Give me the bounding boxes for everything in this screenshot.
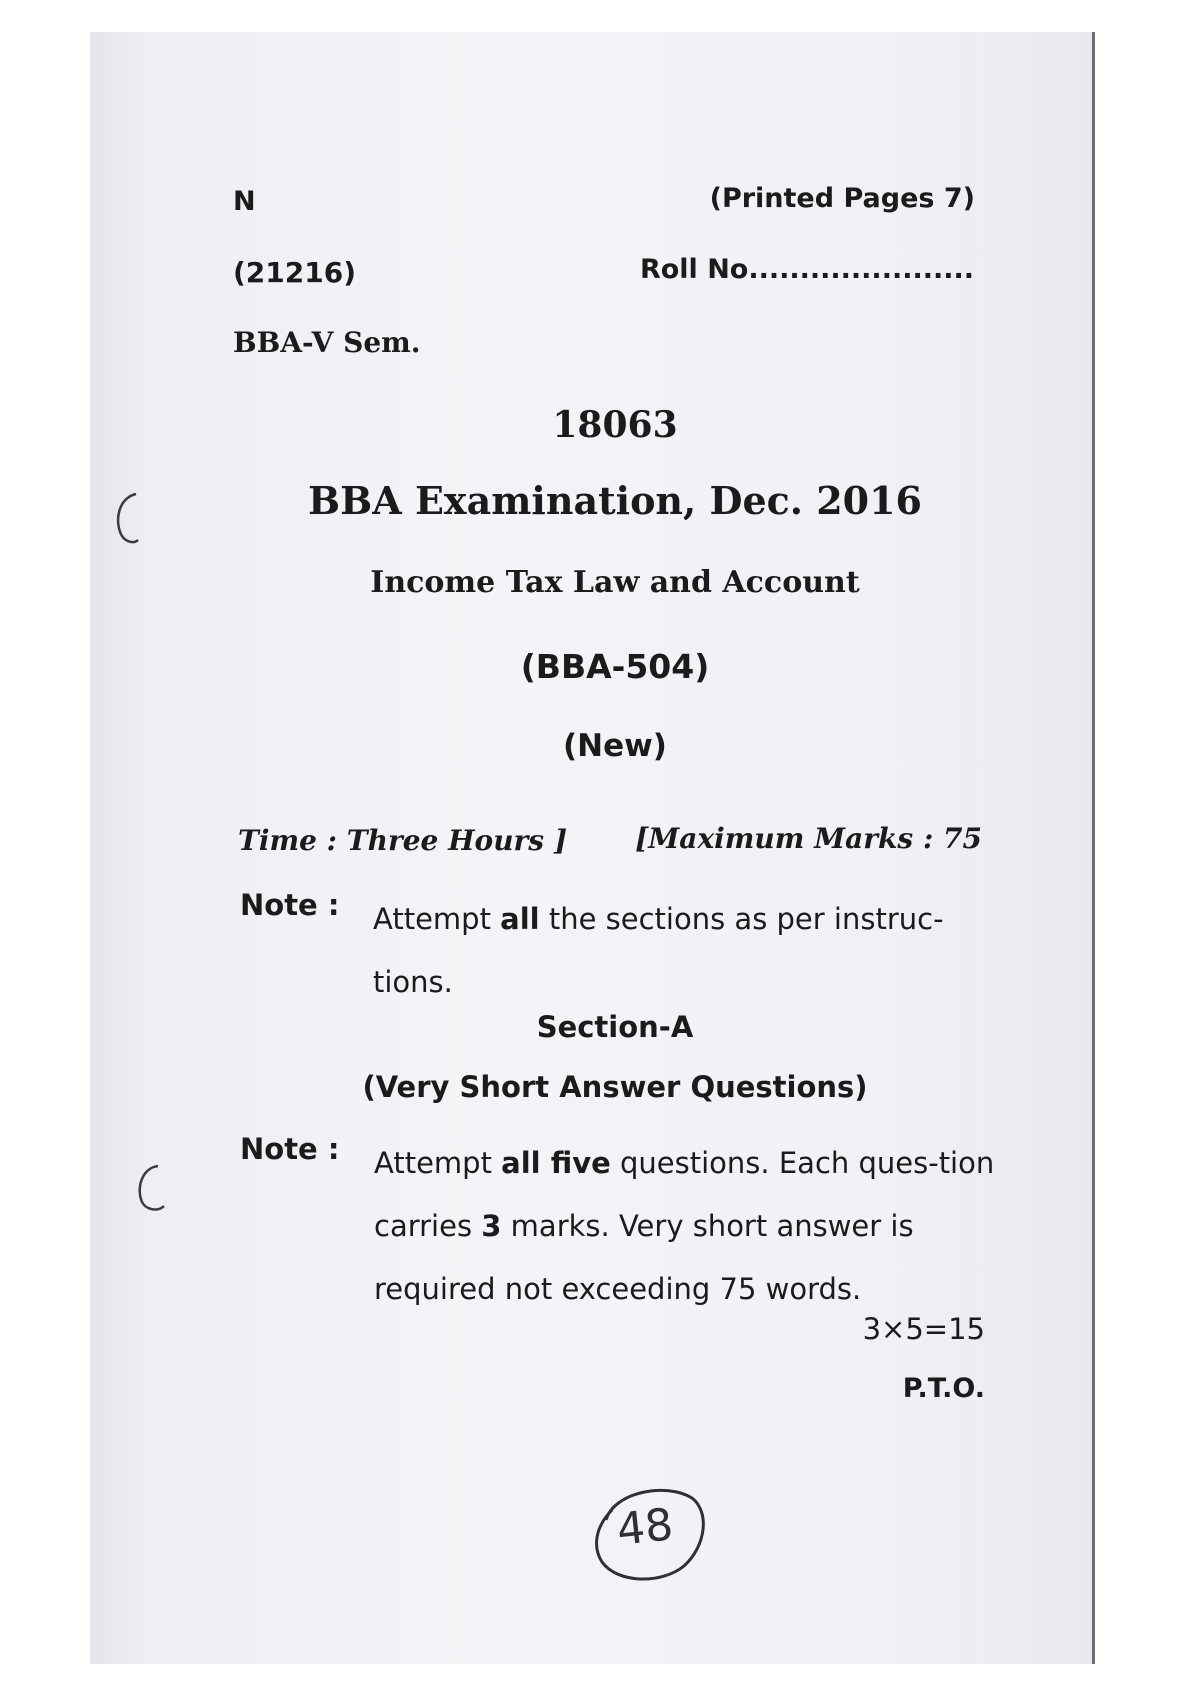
scheme: (New) [563,728,667,764]
handwritten-number: 48 [614,1499,676,1556]
marks-formula: 3×5=15 [862,1312,985,1346]
note-text [373,888,1013,1014]
section-subtitle: (Very Short Answer Questions) [362,1070,868,1104]
course-code: (BBA-504) [520,647,710,686]
subject-title: Income Tax Law and Account [370,565,860,600]
time-allowed: Time : Three Hours ] [238,824,568,857]
maximum-marks: [Maximum Marks : 75 [635,822,982,855]
note-text-bold: all [500,902,540,936]
note-text-end: the sections as per instruc-tions. [373,902,944,999]
paper-number: (21216) [233,256,357,289]
roll-number-field: Roll No...................... [639,254,974,285]
printed-pages: (Printed Pages 7) [709,183,975,214]
section-note-part1: Attempt [374,1146,502,1180]
section-note-part2: questions. Each ques-tion carries [374,1146,995,1243]
paper-code: 18063 [552,404,678,446]
semester: BBA-V Sem. [233,326,421,359]
pto-label: P.T.O. [902,1373,985,1404]
section-title: Section-A [536,1010,694,1044]
note-text-start: Attempt [373,902,501,936]
section-note-part3: marks. Very short answer is required not exceeding 75 words. [374,1209,914,1306]
section-note-text [374,1132,1014,1321]
section-note-bold1: all five [501,1146,611,1180]
note-label: Note : [240,888,340,922]
exam-title: BBA Examination, Dec. 2016 [308,478,922,523]
series-code: N [233,186,256,217]
section-note-bold2: 3 [481,1209,502,1243]
section-note-label: Note : [240,1132,340,1166]
